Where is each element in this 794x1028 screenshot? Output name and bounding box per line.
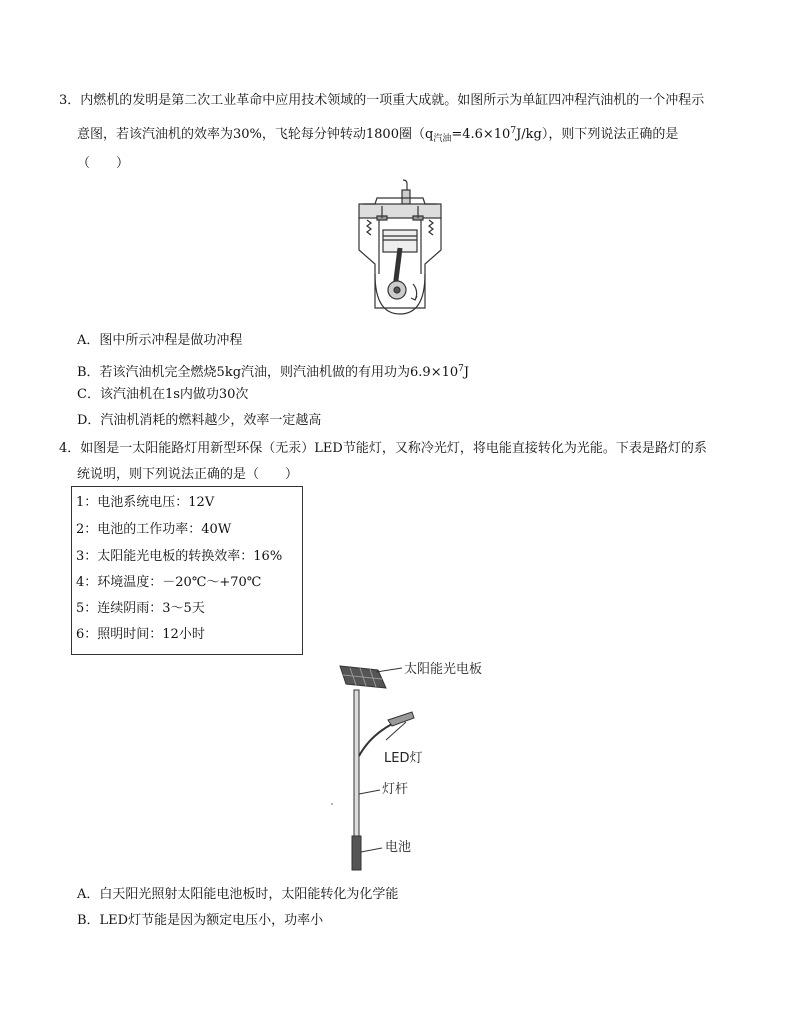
spec-row-6: 6：照明时间：12小时: [76, 627, 205, 642]
figure-label-battery: 电池: [385, 840, 412, 855]
question-4-line-2: 统说明，则下列说法正确的是（ ）: [77, 467, 299, 482]
question-3-line-2: 意图，若该汽油机的效率为30%，飞轮每分钟转动1800圈$(q_{汽油}=4.6\times 10^7J/kg)$，则下列说法正确的是: [77, 126, 679, 144]
figure-label-led: LED灯: [384, 751, 423, 766]
spec-row-4: 4：环境温度：－20℃～+70℃: [76, 575, 262, 590]
spec-row-1: 1：电池系统电压：12V: [76, 495, 215, 510]
spec-row-5: 5：连续阴雨：3～5天: [76, 601, 205, 616]
question-3-number: 3．: [59, 93, 81, 108]
question-4-text-1: 如图是一太阳能路灯用新型环保（无汞）LED节能灯，又称冷光灯，将电能直接转化为光能。下表是路灯的系: [80, 441, 707, 456]
figure-label-pole: 灯杆: [382, 782, 409, 797]
question-4-number: 4．: [59, 441, 81, 456]
spec-row-3: 3：太阳能光电板的转换效率：16%: [76, 549, 283, 564]
question-3-option-b: B．若该汽油机完全燃烧5kg汽油，则汽油机做的有用功为$6.9\times 10^7J$: [77, 364, 470, 380]
question-4-option-b: B．LED灯节能是因为额定电压小，功率小: [77, 913, 324, 928]
street-light-spec-table: [71, 486, 303, 655]
figure-label-solar-panel: 太阳能光电板: [404, 662, 483, 677]
question-3-text-1: 内燃机的发明是第二次工业革命中应用技术领域的一项重大成就。如图所示为单缸四冲程汽油机的一个冲程示: [80, 93, 705, 108]
question-4-line-1: [59, 440, 707, 458]
engine-cylinder-figure: [355, 178, 445, 320]
question-4-option-a: A．白天阳光照射太阳能电池板时，太阳能转化为化学能: [77, 887, 399, 902]
question-3-option-d: D．汽油机消耗的燃料越少，效率一定越高: [77, 413, 322, 428]
question-3-line-1: [59, 92, 704, 110]
spec-row-2: 2：电池的工作功率：40W: [76, 522, 232, 537]
question-3-option-c: C．该汽油机在1s内做功30次: [77, 387, 249, 402]
question-3-answer-blank: （ ）: [77, 156, 130, 171]
question-3-option-a: A．图中所示冲程是做功冲程: [77, 333, 243, 348]
